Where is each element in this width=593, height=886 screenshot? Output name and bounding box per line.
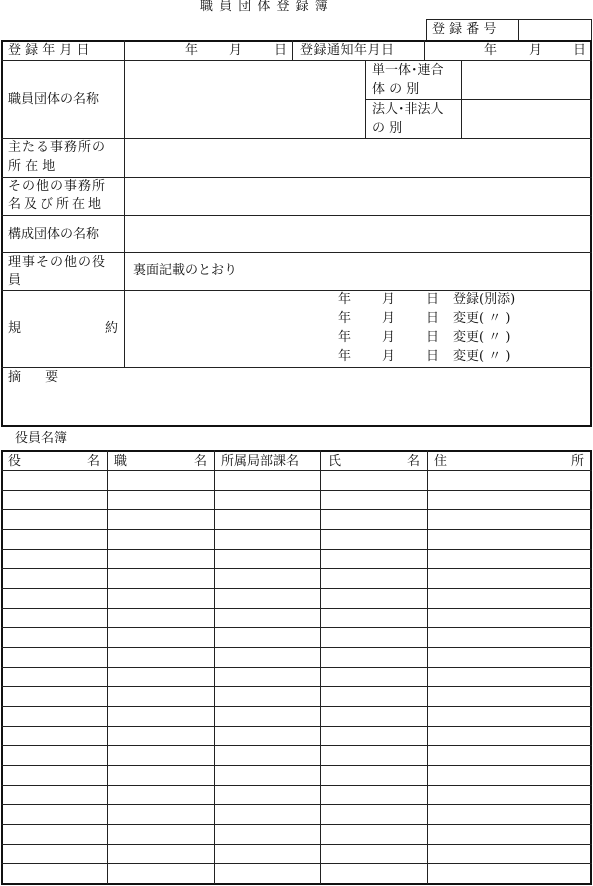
bylaws-entry-text: 変更( 〃 ) bbox=[453, 311, 511, 326]
notice-date-label: 登録通知年月日 bbox=[300, 43, 395, 58]
reg-date-year: 年 bbox=[185, 43, 199, 58]
row-divider bbox=[1, 177, 592, 178]
notice-date-day: 日 bbox=[573, 43, 587, 58]
reg-date-day: 日 bbox=[274, 43, 288, 58]
reg-number-box-top bbox=[426, 19, 592, 20]
col-divider bbox=[292, 40, 293, 60]
officers-label-line1: 理事その他の役 bbox=[8, 255, 107, 270]
bylaws-entry-day: 日 bbox=[426, 349, 440, 364]
table-row bbox=[1, 863, 592, 864]
other-offices-label-line2: 名及び所在地 bbox=[8, 197, 105, 212]
label-column-divider bbox=[124, 40, 125, 367]
main-table-top bbox=[1, 40, 592, 42]
table-row bbox=[1, 844, 592, 845]
reg-date-label: 登 録 年 月 日 bbox=[8, 43, 90, 58]
roster-header-position: 職 名 bbox=[114, 454, 207, 469]
corp-or-not-line2: の 別 bbox=[372, 121, 403, 136]
main-office-label-line2: 所 在 地 bbox=[8, 159, 56, 174]
row-divider bbox=[1, 60, 592, 61]
table-row bbox=[1, 686, 592, 687]
row-divider bbox=[1, 367, 592, 368]
bylaws-entry-text: 変更( 〃 ) bbox=[453, 330, 511, 345]
officers-value: 裏面記載のとおり bbox=[133, 263, 238, 278]
table-row bbox=[1, 824, 592, 825]
reg-number-box-left bbox=[426, 19, 427, 40]
table-row bbox=[1, 804, 592, 805]
table-row bbox=[1, 529, 592, 530]
roster-header-name: 氏 名 bbox=[328, 454, 420, 469]
row-divider bbox=[365, 99, 592, 100]
table-row bbox=[1, 470, 592, 471]
table-row bbox=[1, 608, 592, 609]
table-row bbox=[1, 785, 592, 786]
roster-header-address: 住 所 bbox=[434, 454, 584, 469]
table-row bbox=[1, 765, 592, 766]
table-row bbox=[1, 549, 592, 550]
bylaws-entry-month: 月 bbox=[382, 330, 396, 345]
reg-number-label: 登 録 番 号 bbox=[432, 22, 497, 37]
table-row bbox=[1, 706, 592, 707]
table-row bbox=[1, 745, 592, 746]
table-row bbox=[1, 490, 592, 491]
org-name-label: 職員団体の名称 bbox=[8, 92, 100, 107]
officers-label-line2: 員 bbox=[8, 273, 22, 288]
bylaws-entry-month: 月 bbox=[382, 311, 396, 326]
row-divider bbox=[1, 138, 592, 139]
notice-date-month: 月 bbox=[529, 43, 543, 58]
notice-date-year: 年 bbox=[484, 43, 498, 58]
bylaws-entry-month: 月 bbox=[382, 349, 396, 364]
table-row bbox=[1, 509, 592, 510]
roster-header-title: 役 名 bbox=[8, 454, 100, 469]
bylaws-label-right: 約 bbox=[105, 321, 119, 336]
col-divider bbox=[461, 60, 462, 138]
bylaws-entry-year: 年 bbox=[338, 311, 352, 326]
bylaws-entry-month: 月 bbox=[382, 292, 396, 307]
bylaws-entry-day: 日 bbox=[426, 311, 440, 326]
bylaws-entry-year: 年 bbox=[338, 292, 352, 307]
table-row bbox=[1, 568, 592, 569]
roster-caption: 役員名簿 bbox=[15, 431, 68, 446]
other-offices-label-line1: その他の事務所 bbox=[8, 179, 107, 194]
main-office-label-line1: 主たる事務所の bbox=[8, 140, 107, 155]
bylaws-entry-day: 日 bbox=[426, 330, 440, 345]
table-row bbox=[1, 726, 592, 727]
reg-date-month: 月 bbox=[229, 43, 243, 58]
corp-or-not-line1: 法人･非法人 bbox=[372, 102, 444, 117]
row-divider bbox=[1, 215, 592, 216]
table-row bbox=[1, 588, 592, 589]
col-divider bbox=[424, 40, 425, 60]
col-divider bbox=[365, 60, 366, 138]
main-table-bottom bbox=[1, 425, 592, 427]
bylaws-entry-year: 年 bbox=[338, 349, 352, 364]
reg-number-box-divider bbox=[518, 19, 519, 40]
bylaws-entry-text: 変更( 〃 ) bbox=[453, 349, 511, 364]
single-or-union-line1: 単一体･連合 bbox=[372, 63, 444, 78]
roster-bottom bbox=[1, 883, 592, 885]
bylaws-label-left: 規 bbox=[8, 321, 22, 336]
row-divider bbox=[1, 290, 592, 291]
main-table-left bbox=[1, 40, 3, 427]
summary-label: 摘 要 bbox=[8, 370, 69, 385]
reg-number-box-right bbox=[591, 19, 592, 40]
member-orgs-label: 構成団体の名称 bbox=[8, 227, 100, 242]
page-title: 職 員 団 体 登 録 簿 bbox=[200, 0, 329, 14]
row-divider bbox=[1, 252, 592, 253]
roster-top bbox=[1, 450, 592, 452]
bylaws-entry-year: 年 bbox=[338, 330, 352, 345]
roster-header-department: 所属局部課名 bbox=[221, 454, 300, 469]
table-row bbox=[1, 647, 592, 648]
single-or-union-line2: 体 の 別 bbox=[372, 82, 420, 97]
bylaws-entry-day: 日 bbox=[426, 292, 440, 307]
table-row bbox=[1, 667, 592, 668]
bylaws-entry-text: 登録(別添) bbox=[453, 292, 516, 307]
table-row bbox=[1, 627, 592, 628]
